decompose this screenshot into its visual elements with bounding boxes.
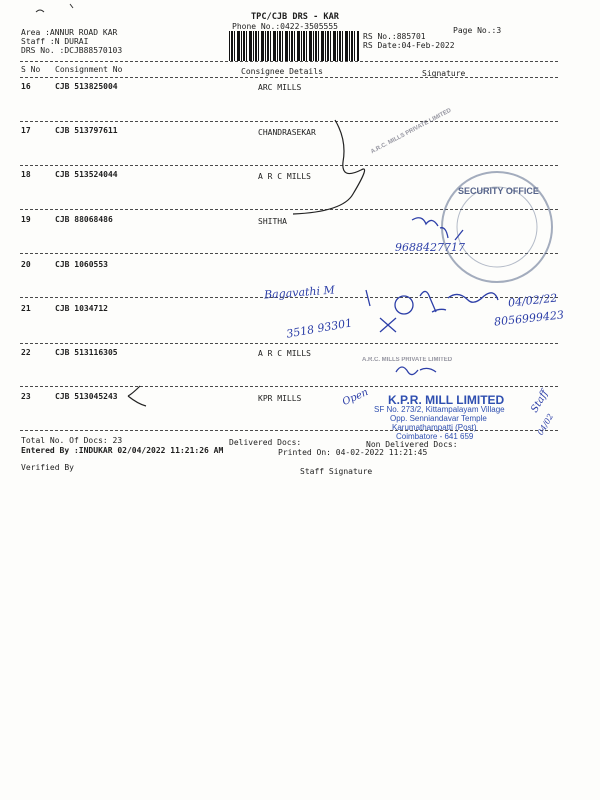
handwritten-phone: 9688427717 (395, 241, 465, 254)
row19-signature (412, 218, 463, 240)
kpr-stamp-line1: SF No. 273/2, Kittampalayam Village (374, 405, 505, 414)
area-label: Area :ANNUR ROAD KAR (21, 28, 118, 37)
delivered-docs: Delivered Docs: (229, 438, 302, 447)
total-docs: Total No. Of Docs: 23 (21, 436, 123, 445)
row-consignment: CJB 513045243 (55, 392, 118, 401)
row-consignment: CJB 88068486 (55, 215, 113, 224)
arc-mills-stamp: A.R.C. MILLS PRIVATE LIMITED (370, 107, 453, 156)
top-scribble (36, 4, 73, 12)
row-consignee: CHANDRASEKAR (258, 128, 316, 137)
row-sno: 17 (21, 126, 31, 135)
row23-signature (396, 367, 436, 375)
handwritten-number: 3518 93301 (285, 316, 354, 341)
col-sno: S No (21, 65, 41, 74)
handwritten-date: 04/02/22 (507, 291, 558, 310)
row-consignee: ARC MILLS (258, 83, 302, 92)
page-number: Page No.:3 (453, 26, 502, 35)
row-sno: 22 (21, 348, 31, 357)
security-stamp-text: SECURITY OFFICE (458, 186, 539, 196)
row-sno: 23 (21, 392, 31, 401)
kpr-stamp-line3: Karumathampatti (Post) (392, 423, 477, 432)
handwritten-small-date: 04/02 (535, 412, 556, 437)
circled-mark (395, 296, 413, 314)
col-consignment: Consignment No (55, 65, 123, 74)
phone-number: Phone No.:0422-3505555 (232, 22, 338, 31)
row-sno: 19 (21, 215, 31, 224)
col-consignee: Consignee Details (241, 67, 323, 76)
entered-by: Entered By :INDUKAR 02/04/2022 11:21:26 AM (21, 446, 224, 455)
row-consignee: A R C MILLS (258, 172, 311, 181)
row21-initial (420, 291, 446, 312)
row-consignment: CJB 513116305 (55, 348, 118, 357)
row23-tick (128, 386, 146, 406)
row-sno: 20 (21, 260, 31, 269)
sheet-title: TPC/CJB DRS - KAR (251, 12, 339, 22)
security-stamp-inner-ring (457, 187, 537, 267)
row-consignee: A R C MILLS (258, 349, 311, 358)
drs-number: DRS No. :DCJB88570103 (21, 46, 123, 55)
row-consignment: CJB 513524044 (55, 170, 118, 179)
signature-stroke (293, 120, 365, 214)
kpr-stamp-line2: Opp. Senniandavar Temple (390, 414, 487, 423)
row-consignee: KPR MILLS (258, 394, 302, 403)
row-consignment: CJB 1060553 (55, 260, 108, 269)
row-consignee: SHITHA (258, 217, 287, 226)
row-sno: 16 (21, 82, 31, 91)
kpr-stamp-line4: Coimbatore - 641 659 (396, 432, 474, 441)
non-delivered-docs: Non Delivered Docs: (366, 440, 458, 449)
cross-mark (380, 318, 396, 332)
kpr-stamp-name: K.P.R. MILL LIMITED (388, 393, 505, 407)
handwritten-staff: Staff (529, 388, 551, 415)
rs-number: RS No.:885701 (363, 32, 426, 41)
printed-on: Printed On: 04-02-2022 11:21:45 (278, 448, 428, 457)
slash-mark (366, 290, 370, 306)
row21-signature (448, 293, 498, 302)
handwritten-open: Open (340, 386, 371, 409)
handwritten-name: Bagavathi M (263, 283, 336, 302)
verified-by: Verified By (21, 463, 74, 472)
row-consignment: CJB 513797611 (55, 126, 118, 135)
rs-date: RS Date:04-Feb-2022 (363, 41, 455, 50)
handwritten-mobile: 8056999423 (493, 308, 565, 329)
row-consignment: CJB 1034712 (55, 304, 108, 313)
row-sno: 21 (21, 304, 31, 313)
row-sno: 18 (21, 170, 31, 179)
row-consignment: CJB 513825004 (55, 82, 118, 91)
staff-label: Staff :N DURAI (21, 37, 89, 46)
col-signature: Signature (422, 69, 466, 78)
arc-mills-stamp-2: A.R.C. MILLS PRIVATE LIMITED (362, 357, 453, 363)
staff-signature-label: Staff Signature (300, 467, 373, 476)
